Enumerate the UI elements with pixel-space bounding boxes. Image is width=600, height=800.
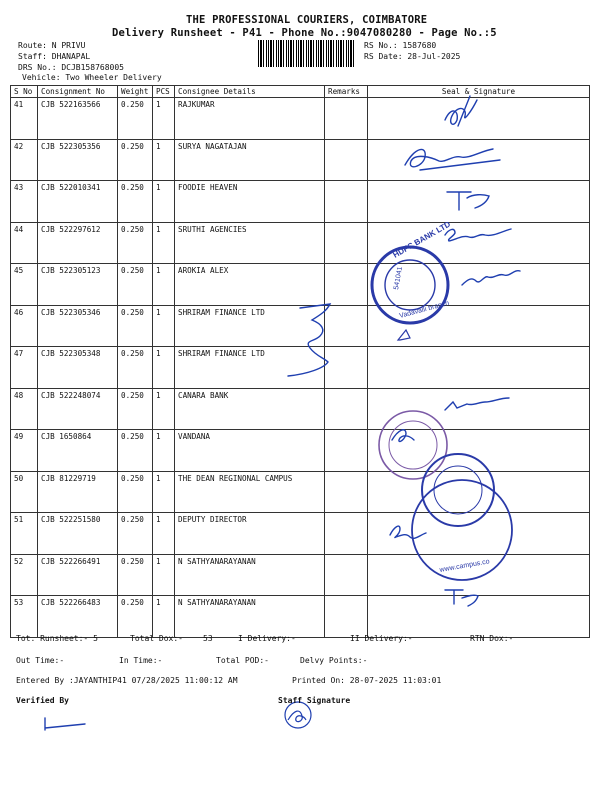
cell-consignment: CJB 522305346 bbox=[38, 305, 118, 347]
printed-on: Printed On: 28-07-2025 11:03:01 bbox=[292, 676, 442, 685]
signature-row-43 bbox=[447, 192, 489, 210]
col-header-weight: Weight bbox=[118, 86, 153, 98]
cell-consignment: CJB 522305123 bbox=[38, 264, 118, 306]
cell-pcs: 1 bbox=[153, 596, 175, 638]
cell-pcs: 1 bbox=[153, 554, 175, 596]
cell-consignee: SHRIRAM FINANCE LTD bbox=[175, 347, 325, 389]
delvy-points-label: Delvy Points:- bbox=[300, 656, 368, 665]
rs-number: RS No.: 1587680 bbox=[364, 41, 437, 50]
cell-consignment: CJB 522305348 bbox=[38, 347, 118, 389]
rs-date: RS Date: 28-Jul-2025 bbox=[364, 52, 461, 61]
cell-weight: 0.250 bbox=[118, 388, 153, 430]
cell-sno: 46 bbox=[11, 305, 38, 347]
vehicle-label: Vehicle: Two Wheeler Delivery bbox=[22, 73, 162, 82]
cell-pcs: 1 bbox=[153, 388, 175, 430]
cell-consignee: DEPUTY DIRECTOR bbox=[175, 513, 325, 555]
cell-weight: 0.250 bbox=[118, 181, 153, 223]
staff-signature-mark bbox=[285, 702, 311, 728]
cell-sno: 43 bbox=[11, 181, 38, 223]
cell-weight: 0.250 bbox=[118, 305, 153, 347]
col-header-pcs: PCS bbox=[153, 86, 175, 98]
cell-pcs: 1 bbox=[153, 305, 175, 347]
cell-pcs: 1 bbox=[153, 181, 175, 223]
signature-row-41 bbox=[445, 96, 477, 126]
cell-consignment: CJB 522297612 bbox=[38, 222, 118, 264]
cell-weight: 0.250 bbox=[118, 513, 153, 555]
cell-sno: 52 bbox=[11, 554, 38, 596]
col-header-sno: S No bbox=[11, 86, 38, 98]
cell-sno: 41 bbox=[11, 98, 38, 140]
col-header-signature: Seal & Signature bbox=[368, 86, 590, 98]
cell-weight: 0.250 bbox=[118, 222, 153, 264]
cell-consignment: CJB 522248074 bbox=[38, 388, 118, 430]
signature-row-42 bbox=[405, 149, 500, 170]
bank-stamp bbox=[372, 219, 452, 340]
cell-consignment: CJB 522251580 bbox=[38, 513, 118, 555]
bank-stamp-code: 541041 bbox=[393, 266, 405, 291]
ii-delivery-label: II Delivery:- bbox=[350, 634, 413, 643]
signature-row-46-47 bbox=[288, 304, 330, 376]
entered-by: Entered By :JAYANTHIP41 07/28/2025 11:00:12 AM bbox=[16, 676, 238, 685]
col-header-consignee: Consignee Details bbox=[175, 86, 325, 98]
cell-weight: 0.250 bbox=[118, 596, 153, 638]
cell-consignee: VANDANA bbox=[175, 430, 325, 472]
campus-stamp-text: www.campus.co bbox=[439, 558, 491, 574]
cell-consignment: CJB 1650864 bbox=[38, 430, 118, 472]
out-time-label: Out Time:- bbox=[16, 656, 65, 665]
i-delivery-label: I Delivery:- bbox=[238, 634, 296, 643]
cell-pcs: 1 bbox=[153, 139, 175, 181]
cell-consignment: CJB 522266483 bbox=[38, 596, 118, 638]
signature-row-51 bbox=[390, 526, 426, 538]
cell-consignment: CJB 522010341 bbox=[38, 181, 118, 223]
cell-pcs: 1 bbox=[153, 222, 175, 264]
bank-stamp-text: HDFC BANK LTD bbox=[391, 219, 453, 260]
cell-weight: 0.250 bbox=[118, 264, 153, 306]
runsheet-title: Delivery Runsheet - P41 - Phone No.:9047080280 - Page No.:5 bbox=[112, 27, 497, 39]
cell-consignee: AROKIA ALEX bbox=[175, 264, 325, 306]
staff-signature-label: Staff Signature bbox=[278, 696, 351, 705]
cell-consignment: CJB 522305356 bbox=[38, 139, 118, 181]
company-name: THE PROFESSIONAL COURIERS, COIMBATORE bbox=[186, 14, 428, 26]
cell-sno: 47 bbox=[11, 347, 38, 389]
cell-sno: 49 bbox=[11, 430, 38, 472]
total-dox-label: Total Dox:- bbox=[130, 634, 183, 643]
cell-sno: 42 bbox=[11, 139, 38, 181]
cell-consignment: CJB 522266491 bbox=[38, 554, 118, 596]
cell-weight: 0.250 bbox=[118, 471, 153, 513]
cell-pcs: 1 bbox=[153, 98, 175, 140]
cell-consignment: CJB 522163566 bbox=[38, 98, 118, 140]
cell-sno: 50 bbox=[11, 471, 38, 513]
drs-number: DRS No.: DCJB158768005 bbox=[18, 63, 124, 72]
cell-weight: 0.250 bbox=[118, 139, 153, 181]
in-time-label: In Time:- bbox=[119, 656, 163, 665]
signature-row-44 bbox=[445, 229, 511, 241]
cell-weight: 0.250 bbox=[118, 430, 153, 472]
total-dox-value: 53 bbox=[203, 634, 213, 643]
cell-consignee: RAJKUMAR bbox=[175, 98, 325, 140]
cell-pcs: 1 bbox=[153, 471, 175, 513]
cell-consignee: THE DEAN REGINONAL CAMPUS bbox=[175, 471, 325, 513]
col-header-consignment: Consignment No bbox=[38, 86, 118, 98]
verified-by-label: Verified By bbox=[16, 696, 69, 705]
route-label: Route: N PRIVU bbox=[18, 41, 86, 50]
cell-sno: 53 bbox=[11, 596, 38, 638]
cell-consignee: SURYA NAGATAJAN bbox=[175, 139, 325, 181]
cell-consignee: SRUTHI AGENCIES bbox=[175, 222, 325, 264]
cell-consignment: CJB 81229719 bbox=[38, 471, 118, 513]
signature-row-48 bbox=[445, 398, 509, 410]
cell-weight: 0.250 bbox=[118, 98, 153, 140]
cell-pcs: 1 bbox=[153, 430, 175, 472]
cell-sno: 45 bbox=[11, 264, 38, 306]
signature-row-45 bbox=[462, 271, 520, 285]
staff-label: Staff: DHANAPAL bbox=[18, 52, 91, 61]
cell-pcs: 1 bbox=[153, 347, 175, 389]
cell-pcs: 1 bbox=[153, 513, 175, 555]
col-header-remarks: Remarks bbox=[325, 86, 368, 98]
cell-pcs: 1 bbox=[153, 264, 175, 306]
cell-sno: 51 bbox=[11, 513, 38, 555]
campus-stamp-purple bbox=[379, 411, 447, 479]
cell-weight: 0.250 bbox=[118, 554, 153, 596]
signature-row-49 bbox=[392, 430, 414, 442]
tot-runsheet: Tot. Runsheet:- 5 bbox=[16, 634, 98, 643]
cell-consignee: CANARA BANK bbox=[175, 388, 325, 430]
campus-stamp-blue bbox=[412, 454, 512, 580]
signature-verified bbox=[45, 718, 85, 730]
cell-consignee: N SATHYANARAYANAN bbox=[175, 554, 325, 596]
cell-sno: 44 bbox=[11, 222, 38, 264]
signature-row-52-53 bbox=[445, 590, 478, 606]
cell-sno: 48 bbox=[11, 388, 38, 430]
cell-consignee: N SATHYANARAYANAN bbox=[175, 596, 325, 638]
cell-consignee: FOODIE HEAVEN bbox=[175, 181, 325, 223]
bank-stamp-branch: Vadavalli branch bbox=[398, 299, 451, 320]
cell-consignee: SHRIRAM FINANCE LTD bbox=[175, 305, 325, 347]
cell-weight: 0.250 bbox=[118, 347, 153, 389]
total-pod-label: Total POD:- bbox=[216, 656, 269, 665]
rtn-dox-label: RTN Dox:- bbox=[470, 634, 514, 643]
